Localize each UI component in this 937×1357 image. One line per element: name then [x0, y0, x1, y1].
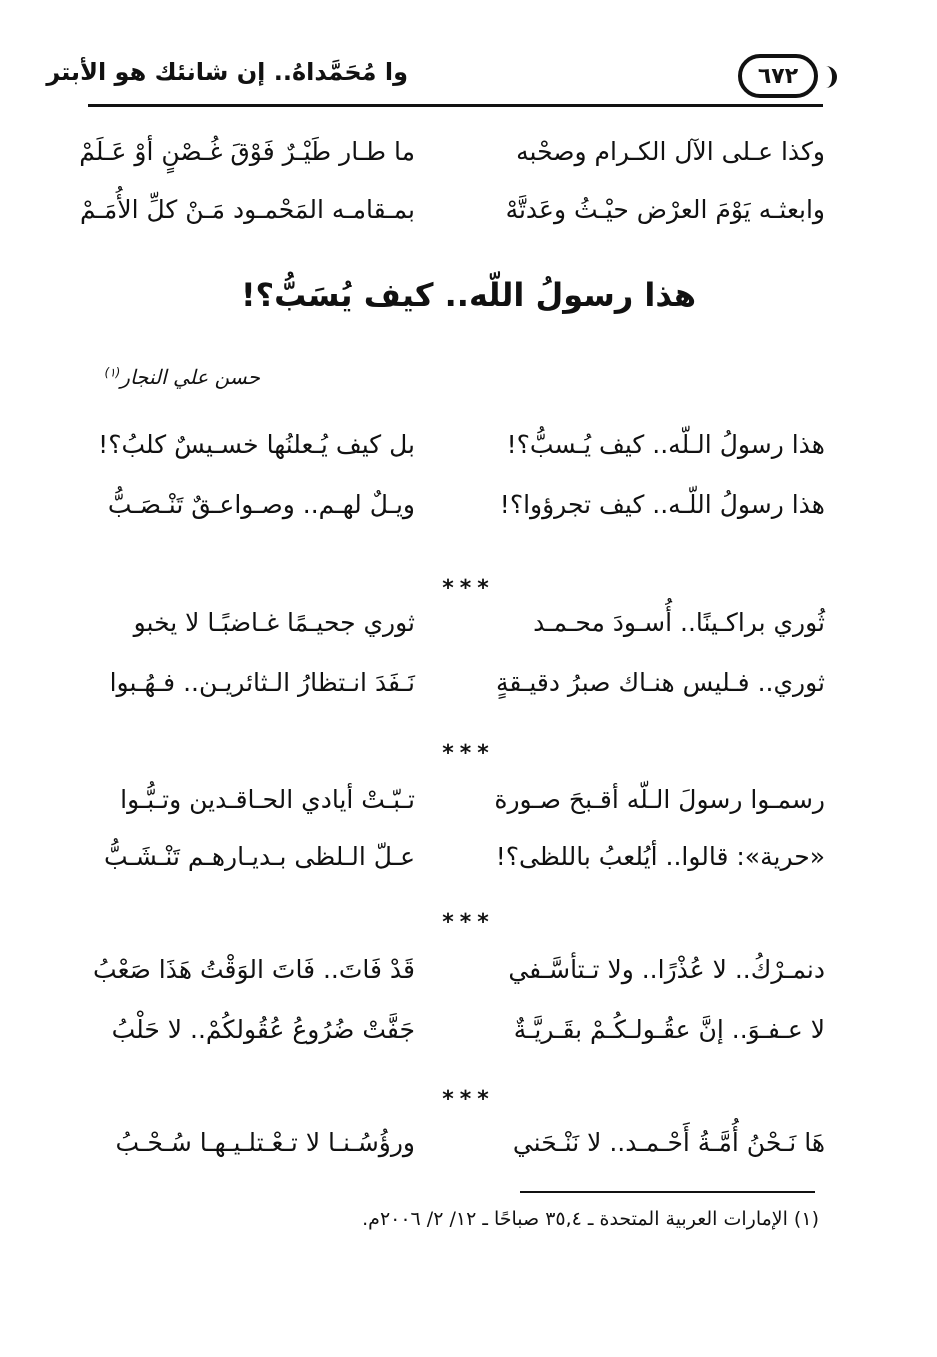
verse-right: وابعثـه يَوْمَ العرْض حيْـثُ وعَدتَّهْ: [505, 195, 825, 224]
verse-right: دنمـرْكُ.. لا عُذْرًا.. ولا تـتأسَّـفي: [508, 955, 825, 984]
verse-left: تـبّـتْ أيادي الحـاقـدين وتـبُّـوا: [120, 785, 415, 814]
stanza-separator: ***: [442, 741, 495, 766]
footnote: (١) الإمارات العربية المتحدة ـ ٣٥,٤ صباحًا ـ ١٢/ ٢/ ٢٠٠٦م.: [362, 1208, 819, 1230]
verse-right: رسمـوا رسولَ الـلّه أقـبحَ صـورة: [494, 785, 825, 814]
verse-left: بمـقامـه المَحْمـود مَـنْ كلِّ الأُمَـمْ: [79, 195, 415, 224]
badge-ornament: [812, 66, 837, 88]
verse-right: هذا رسولُ اللّـه.. كيف تجرؤوا؟!: [499, 490, 825, 519]
page-number-badge: [738, 54, 818, 98]
stanza-separator: ***: [442, 576, 495, 601]
stanza-separator: ***: [442, 910, 495, 935]
verse-right: هذا رسولُ الـلّه.. كيف يُـسبُّ؟!: [506, 430, 825, 459]
verse-right: ثُوري براكـينًا.. أُسـودَ محـمـد: [533, 608, 825, 637]
verse-right: لا عـفـوَ.. إنَّ عقُـولـكُـمْ بقَـريَّـةٌ: [513, 1015, 825, 1044]
stanza-separator: ***: [442, 1087, 495, 1112]
verse-left: ورؤُسُـنـا لا تـعْـتلـيـهـا سُـحْـبُ: [115, 1128, 415, 1157]
verse-right: هَا نَـحْنُ أُمَّـةُ أَحْـمـد.. لا نَنْـحَني: [512, 1128, 825, 1157]
verse-left: عـلّ الـلظى بـديـارهـم تَنْـشَـبُّ: [103, 842, 415, 871]
verse-left: ما طـار طَيْـرٌ فَوْقَ غُـصْنٍ أوْ عَـلَمْ: [79, 137, 415, 166]
verse-right: «حرية»: قالوا.. أيُلعبُ باللظى؟!: [495, 842, 825, 871]
verse-left: قَدْ فَاتَ.. فَاتَ الوَقْتُ هَذَا صَعْبُ: [93, 955, 415, 984]
page-number: ٦٧٢: [757, 63, 799, 89]
author-name: حسن علي النجار: [120, 365, 260, 389]
verse-left: جَفَّتْ ضُرُوعُ عُقُولكُمْ.. لا حَلْبُ: [111, 1015, 415, 1044]
running-title: وا مُحَمَّداهُ.. إن شانئك هو الأبتر: [46, 58, 408, 86]
verse-right: وكذا عـلى الآل الكـرام وصحْبه: [516, 137, 825, 166]
footnote-rule: [520, 1191, 815, 1193]
footnote-marker: (١): [104, 365, 121, 380]
verse-left: بل كيف يُـعلنُها خسـيسٌ كلبُ؟!: [98, 430, 415, 459]
verse-left: ثوري جحيـمًا غـاضبًـا لا يخبو: [133, 608, 415, 637]
poem-title: هذا رسولُ اللّه.. كيف يُسَبُّ؟!: [240, 276, 697, 314]
poem-author: [104, 365, 260, 389]
verse-left: نَـفَدَ انـتظارُ الـثائريـن.. فـهُـبوا: [109, 668, 415, 697]
verse-left: ويـلٌ لهـم.. وصـواعـقٌ تَنْـصَـبُّ: [107, 490, 415, 519]
header-rule: [88, 104, 823, 107]
verse-right: ثوري.. فـليس هنـاك صبرُ دقيـقةٍ: [495, 668, 825, 697]
